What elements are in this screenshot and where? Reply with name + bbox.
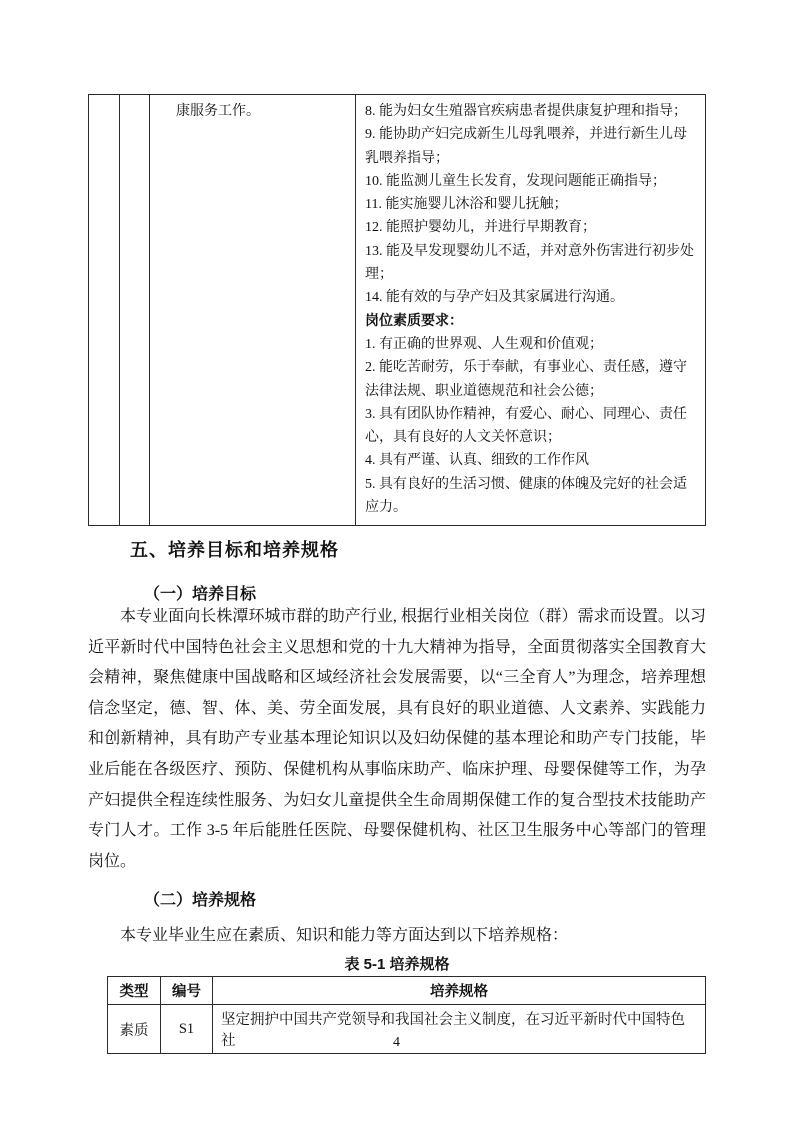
spec-table-caption: 表 5-1 培养规格: [344, 956, 450, 973]
quality-item: 3. 具有团队协作精神，有爱心、耐心、同理心、责任心，具有良好的人文关怀意识；: [365, 406, 687, 446]
skill-item: 13. 能及早发现婴幼儿不适，并对意外伤害进行初步处理；: [365, 243, 694, 283]
skill-item: 8. 能为妇女生殖器官疾病患者提供康复护理和指导；: [365, 104, 687, 119]
table-requirements-cell: [355, 95, 705, 525]
training-objectives-paragraph: 本专业面向长株潭环城市群的助产行业, 根据行业相关岗位（群）需求而设置。以习近平新时代中国特色社会主义思想和党的十九大精神为指导，全面贯彻落实全国教育大会精神，聚焦健康中国战略和区域经济社会发展需要，以“三全育人”为理念，培养理想信念坚定，德、智、体、美、劳全面发展，具有良好的职业道德、人文素养、实践能力和创新精神，具有助产专业基本理论知识以及妇幼保健的基本理论和助产专门技能，毕业后能在各级医疗、预防、保健机构从事临床助产、临床护理、母婴保健等工作，为孕产妇提供全程连续性服务、为妇女儿童提供全生命周期保健工作的复合型技术技能助产专门人才。工作 3-5 年后能胜任医院、母婴保健机构、社区卫生服务中心等部门的管理岗位。: [88, 608, 706, 870]
skill-item: 9. 能协助产妇完成新生儿母乳喂养，并进行新生儿母乳喂养指导；: [365, 127, 687, 166]
skill-item: 12. 能照护婴幼儿，并进行早期教育；: [365, 220, 596, 236]
quality-item: 4. 具有严谨、认真、细致的工作作风: [365, 453, 589, 469]
spec-table-header-id: 编号: [161, 977, 213, 1005]
spec-cell-type: 素质: [108, 1005, 161, 1054]
skill-item: 10. 能监测儿童生长发育，发现问题能正确指导；: [365, 173, 666, 189]
table-duty-cell: [149, 95, 355, 525]
table-empty-column-2: [119, 95, 149, 525]
spec-table-header-type: 类型: [108, 977, 161, 1005]
quality-item: 1. 有正确的世界观、人生观和价值观；: [365, 336, 603, 352]
skill-item-list: [365, 100, 696, 310]
quality-item-list: [365, 333, 696, 519]
spec-table-header-spec: 培养规格: [213, 977, 706, 1005]
spec-cell-spec: 坚定拥护中国共产党领导和我国社会主义制度，在习近平新时代中国特色社: [213, 1005, 706, 1054]
spec-cell-id: S1: [161, 1005, 213, 1054]
continuation-table: [88, 94, 706, 526]
skill-item: 14. 能有效的与孕产妇及其家属进行沟通。: [365, 290, 624, 306]
quality-item: 2. 能吃苦耐劳，乐于奉献，有事业心、责任感，遵守法律法规、职业道德规范和社会公德；: [365, 360, 687, 399]
quality-item: 5. 具有良好的生活习惯、健康的体魄及完好的社会适应力。: [365, 476, 687, 516]
sub-heading-training-objectives: （一）培养目标: [144, 586, 257, 603]
sub-heading-training-specs: （二）培养规格: [144, 892, 257, 909]
page-number: 4: [393, 1035, 400, 1050]
spec-table-header-row: [108, 977, 706, 1005]
section-heading: 五、培养目标和培养规格: [130, 540, 339, 560]
quality-requirements-heading: 岗位素质要求：: [365, 313, 463, 329]
skill-item: 11. 能实施婴儿沐浴和婴儿抚触；: [365, 197, 568, 213]
duty-text: 康服务工作。: [176, 104, 260, 119]
training-specs-intro: 本专业毕业生应在素质、知识和能力等方面达到以下培养规格：: [120, 927, 569, 944]
table-empty-column-1: [89, 95, 119, 525]
